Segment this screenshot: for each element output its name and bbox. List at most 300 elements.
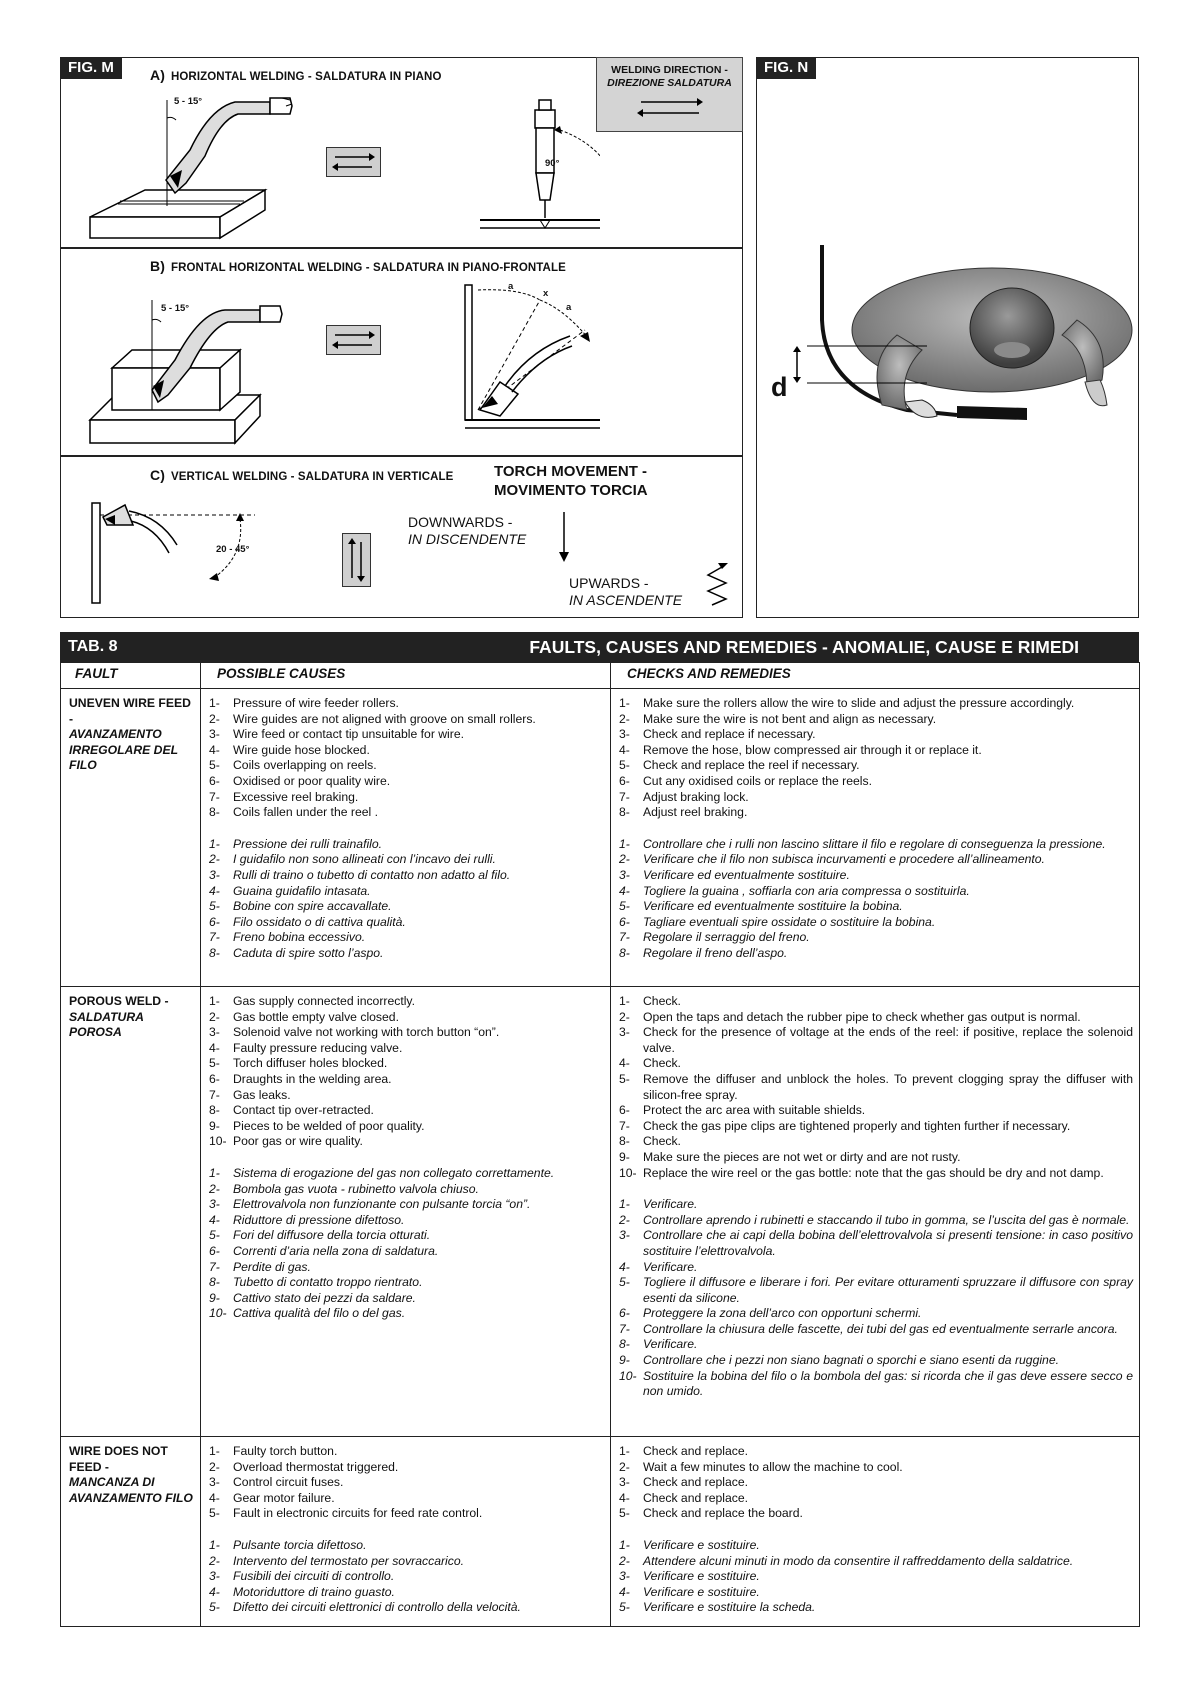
item-text: Check. xyxy=(643,994,681,1008)
list-item xyxy=(209,899,604,915)
item-number: 7- xyxy=(619,930,630,945)
item-text: Sostituire la bobina del filo o la bombola del gas: si ricorda che il gas deve essere secco e non umido. xyxy=(643,1368,1133,1399)
item-text: Motoriduttore di traino guasto. xyxy=(233,1584,395,1599)
tab8-tag: TAB. 8 xyxy=(68,638,118,655)
list-item xyxy=(209,1444,604,1460)
list-item xyxy=(619,1322,1133,1338)
item-number: 3- xyxy=(209,867,220,882)
item-text: Protect the arc area with suitable shields. xyxy=(643,1103,866,1118)
item-text: Wire guide hose blocked. xyxy=(233,742,370,757)
welding-direction-it: DIREZIONE SALDATURA xyxy=(607,77,732,89)
torch-movement-en: TORCH MOVEMENT - xyxy=(494,463,648,480)
list-item xyxy=(209,946,604,962)
section-b-mark-x: x xyxy=(543,288,549,299)
item-number: 9- xyxy=(209,1118,220,1133)
list-item xyxy=(619,1150,1133,1166)
list-item xyxy=(209,1306,604,1322)
item-number: 5- xyxy=(209,1228,220,1243)
item-number: 5- xyxy=(619,1506,630,1521)
item-text: Togliere il diffusore e liberare i fori. Per evitare otturamenti spruzzare il diffusore con spray esenti da silicone. xyxy=(643,1275,1133,1305)
item-number: 10- xyxy=(619,1165,637,1180)
item-number: 4- xyxy=(209,742,220,757)
direction-arrow-box-b xyxy=(326,325,381,355)
list-item xyxy=(619,1444,1133,1460)
downwards-label xyxy=(408,514,526,548)
distance-label-d: d xyxy=(771,372,788,402)
item-text: Tubetto di contatto troppo rientrato. xyxy=(233,1275,423,1290)
list-item xyxy=(619,805,1133,821)
list-item xyxy=(209,1182,604,1198)
item-number: 7- xyxy=(619,1118,630,1133)
item-text: Wire feed or contact tip unsuitable for wire. xyxy=(233,727,464,742)
item-number: 5- xyxy=(619,899,630,914)
list-item xyxy=(209,1166,604,1182)
double-arrow-icon xyxy=(327,148,380,176)
vertical-arrow-box xyxy=(342,533,371,587)
item-number: 4- xyxy=(619,1056,630,1071)
item-text: Coils fallen under the reel . xyxy=(233,805,378,820)
list-item xyxy=(619,915,1133,931)
item-text: Fori del diffusore della torcia otturati. xyxy=(233,1228,431,1243)
list-item xyxy=(619,1228,1133,1259)
item-number: 4- xyxy=(209,1040,220,1055)
item-text: Verificare e sostituire. xyxy=(643,1584,760,1599)
list-item xyxy=(619,743,1133,759)
item-text: Adjust reel braking. xyxy=(643,805,748,820)
item-number: 5- xyxy=(209,1600,220,1615)
list-item xyxy=(619,1475,1133,1491)
list-item xyxy=(209,1475,604,1491)
item-number: 5- xyxy=(209,1506,220,1521)
item-text: Difetto dei circuiti elettronici di controllo della velocità. xyxy=(233,1600,521,1615)
item-text: Filo ossidato o di cattiva qualità. xyxy=(233,914,406,929)
causes-cell xyxy=(201,1437,611,1627)
list-item xyxy=(209,1119,604,1135)
item-text: Make sure the pieces are not wet or dirty and are not rusty. xyxy=(643,1149,961,1164)
list-italian xyxy=(619,1197,1133,1400)
list-item xyxy=(209,994,604,1010)
fault-cell xyxy=(61,689,201,987)
item-text: Caduta di spire sotto l’aspo. xyxy=(233,945,384,960)
fault-name-en: UNEVEN WIRE FEED - xyxy=(69,696,191,726)
item-number: 1- xyxy=(209,1537,220,1552)
downwards-en: DOWNWARDS - xyxy=(408,514,513,530)
item-text: Attendere alcuni minuti in modo da consentire il raffreddamento della saldatrice. xyxy=(643,1553,1074,1568)
up-down-arrow-icon xyxy=(343,534,370,586)
item-number: 3- xyxy=(209,727,220,742)
remedies-cell xyxy=(611,987,1140,1437)
list-italian xyxy=(209,837,604,962)
item-text: Check and replace the reel if necessary. xyxy=(643,758,860,773)
item-text: Verificare e sostituire. xyxy=(643,1569,760,1584)
list-italian xyxy=(619,1538,1133,1616)
item-text: Check. xyxy=(643,1056,681,1071)
section-b-mark-a1: a xyxy=(508,281,514,292)
header-fault: FAULT xyxy=(61,663,201,689)
item-number: 8- xyxy=(209,1275,220,1290)
item-number: 9- xyxy=(619,1353,630,1368)
item-text: Bobine con spire accavallate. xyxy=(233,899,392,914)
item-number: 6- xyxy=(209,1071,220,1086)
list-item xyxy=(619,899,1133,915)
tab8-header xyxy=(60,632,1139,662)
item-number: 4- xyxy=(209,1584,220,1599)
item-text: Wait a few minutes to allow the machine to cool. xyxy=(643,1459,903,1474)
item-text: Verificare. xyxy=(643,1197,698,1212)
list-item xyxy=(619,1585,1133,1601)
table-header-row xyxy=(61,663,1140,689)
frontal-welding-drawing xyxy=(60,280,600,450)
item-number: 9- xyxy=(619,1149,630,1164)
item-text: Wire guides are not aligned with groove on small rollers. xyxy=(233,711,536,726)
item-text: Riduttore di pressione difettoso. xyxy=(233,1212,405,1227)
item-number: 6- xyxy=(619,1306,630,1321)
item-number: 10- xyxy=(209,1306,227,1321)
item-number: 3- xyxy=(619,727,630,742)
table-row xyxy=(61,689,1140,987)
item-number: 5- xyxy=(209,899,220,914)
list-item xyxy=(209,1103,604,1119)
item-number: 2- xyxy=(619,852,630,867)
item-number: 7- xyxy=(209,1087,220,1102)
fig-n-tag: FIG. N xyxy=(756,57,816,79)
item-text: Verificare ed eventualmente sostituire la bobina. xyxy=(643,899,903,914)
item-text: Torch diffuser holes blocked. xyxy=(233,1056,388,1071)
list-item xyxy=(619,930,1133,946)
item-number: 4- xyxy=(619,1490,630,1505)
list-english xyxy=(619,1444,1133,1522)
item-number: 4- xyxy=(619,1584,630,1599)
item-text: Coils overlapping on reels. xyxy=(233,758,377,773)
list-item xyxy=(619,1353,1133,1369)
item-number: 2- xyxy=(209,711,220,726)
item-text: Cattivo stato dei pezzi da saldare. xyxy=(233,1290,416,1305)
list-item xyxy=(619,790,1133,806)
item-text: Overload thermostat triggered. xyxy=(233,1459,399,1474)
list-item xyxy=(209,1600,604,1616)
list-english xyxy=(209,696,604,821)
item-number: 3- xyxy=(619,1025,630,1040)
item-number: 5- xyxy=(209,1056,220,1071)
list-item xyxy=(209,1554,604,1570)
list-item xyxy=(209,1197,604,1213)
item-text: Gas supply connected incorrectly. xyxy=(233,994,415,1008)
item-number: 5- xyxy=(209,758,220,773)
item-text: Tagliare eventuali spire ossidate o sostituire la bobina. xyxy=(643,914,936,929)
torch-movement-it: MOVIMENTO TORCIA xyxy=(494,482,648,499)
fault-cell xyxy=(61,987,201,1437)
remedies-cell xyxy=(611,689,1140,987)
list-item xyxy=(209,930,604,946)
fault-cell xyxy=(61,1437,201,1627)
item-number: 7- xyxy=(619,1321,630,1336)
item-number: 7- xyxy=(209,930,220,945)
item-number: 6- xyxy=(619,914,630,929)
item-text: Gas leaks. xyxy=(233,1087,291,1102)
list-item xyxy=(209,1260,604,1276)
item-text: Control circuit fuses. xyxy=(233,1475,344,1490)
list-item xyxy=(619,1600,1133,1616)
item-text: Guaina guidafilo intasata. xyxy=(233,883,371,898)
item-number: 9- xyxy=(209,1290,220,1305)
upwards-label xyxy=(569,575,682,609)
list-item xyxy=(209,1072,604,1088)
list-item xyxy=(209,774,604,790)
section-c-title xyxy=(150,467,453,483)
item-number: 6- xyxy=(209,1243,220,1258)
operator-posture-drawing xyxy=(757,240,1137,440)
down-arrow-icon xyxy=(556,512,572,564)
list-item xyxy=(209,1585,604,1601)
section-b-letter: B) xyxy=(150,258,165,274)
item-text: Solenoid valve not working with torch button “on”. xyxy=(233,1025,500,1040)
fig-m-divider-ab xyxy=(60,247,743,249)
item-number: 7- xyxy=(209,1259,220,1274)
item-number: 3- xyxy=(209,1197,220,1212)
list-italian xyxy=(619,837,1133,962)
list-item xyxy=(619,1369,1133,1400)
list-item xyxy=(209,1010,604,1026)
list-item xyxy=(619,852,1133,868)
header-causes: POSSIBLE CAUSES xyxy=(201,663,611,689)
item-number: 1- xyxy=(209,1444,220,1458)
list-item xyxy=(209,1244,604,1260)
item-text: Faulty torch button. xyxy=(233,1444,338,1458)
item-number: 8- xyxy=(209,805,220,820)
list-item xyxy=(619,1460,1133,1476)
item-number: 3- xyxy=(619,867,630,882)
list-item xyxy=(209,1460,604,1476)
item-number: 8- xyxy=(209,1103,220,1118)
list-item xyxy=(619,1025,1133,1056)
item-number: 7- xyxy=(619,789,630,804)
item-text: Remove the hose, blow compressed air through it or replace it. xyxy=(643,742,982,757)
item-text: Controllare la chiusura delle fascette, dei tubi del gas ed eventualmente serrarle ancora. xyxy=(643,1321,1118,1336)
zigzag-up-arrow-icon xyxy=(702,557,732,607)
item-text: Poor gas or wire quality. xyxy=(233,1134,363,1149)
list-item xyxy=(619,1213,1133,1229)
list-item xyxy=(209,758,604,774)
torch-movement-title xyxy=(494,462,648,500)
item-number: 6- xyxy=(209,914,220,929)
list-english xyxy=(209,994,604,1150)
item-number: 2- xyxy=(209,1553,220,1568)
header-remedies: CHECKS AND REMEDIES xyxy=(611,663,1140,689)
section-a-letter: A) xyxy=(150,67,165,83)
item-text: Verificare. xyxy=(643,1259,698,1274)
item-text: Controllare che ai capi della bobina dell’elettrovalvola si presenti tensione: in caso positivo sostituire l’elettrovalvola. xyxy=(643,1228,1133,1258)
item-number: 5- xyxy=(619,1600,630,1615)
list-item xyxy=(209,915,604,931)
faults-table xyxy=(60,662,1140,1627)
section-b-title xyxy=(150,258,566,274)
item-number: 3- xyxy=(619,1228,630,1243)
section-a-text: HORIZONTAL WELDING - SALDATURA IN PIANO xyxy=(170,71,442,83)
list-italian xyxy=(209,1538,604,1616)
item-text: Gas bottle empty valve closed. xyxy=(233,1009,399,1024)
item-number: 1- xyxy=(209,1165,220,1180)
list-item xyxy=(619,1103,1133,1119)
item-text: Correnti d’aria nella zona di saldatura. xyxy=(233,1243,439,1258)
list-item xyxy=(619,868,1133,884)
item-text: Remove the diffuser and unblock the holes. To prevent clogging spray the diffuser with silicon-free spray. xyxy=(643,1071,1133,1102)
list-item xyxy=(619,884,1133,900)
item-text: Controllare aprendo i rubinetti e staccando il tubo in gomma, se l’uscita del gas è normale. xyxy=(643,1212,1130,1227)
table-row xyxy=(61,1437,1140,1627)
item-number: 2- xyxy=(209,852,220,867)
list-english xyxy=(209,1444,604,1522)
item-number: 3- xyxy=(619,1569,630,1584)
item-text: Excessive reel braking. xyxy=(233,789,359,804)
item-number: 3- xyxy=(209,1475,220,1490)
item-text: Check for the presence of voltage at the ends of the reel: if positive, replace the solenoid valve. xyxy=(643,1025,1133,1055)
list-item xyxy=(209,727,604,743)
item-text: Controllare che i rulli non lascino slittare il filo e regolare di conseguenza la pressione. xyxy=(643,836,1106,851)
list-item xyxy=(209,743,604,759)
item-text: Check. xyxy=(643,1134,681,1149)
downwards-it: IN DISCENDENTE xyxy=(408,531,527,547)
remedies-cell xyxy=(611,1437,1140,1627)
list-item xyxy=(619,1491,1133,1507)
list-item xyxy=(209,1491,604,1507)
welding-direction-en: WELDING DIRECTION - xyxy=(611,64,728,76)
causes-cell xyxy=(201,987,611,1437)
item-number: 8- xyxy=(619,1134,630,1149)
item-number: 4- xyxy=(209,1212,220,1227)
list-item xyxy=(209,712,604,728)
list-item xyxy=(619,1197,1133,1213)
list-item xyxy=(209,1291,604,1307)
item-number: 5- xyxy=(619,1275,630,1290)
item-text: Pieces to be welded of poor quality. xyxy=(233,1118,425,1133)
list-item xyxy=(619,994,1133,1010)
list-item xyxy=(619,1306,1133,1322)
fig-m-divider-bc xyxy=(60,455,743,457)
list-item xyxy=(619,1119,1133,1135)
item-number: 1- xyxy=(209,836,220,851)
item-number: 1- xyxy=(619,836,630,851)
list-english xyxy=(619,696,1133,821)
item-text: Fault in electronic circuits for feed rate control. xyxy=(233,1506,483,1521)
item-number: 10- xyxy=(209,1134,227,1149)
item-text: Check the gas pipe clips are tightened properly and tighten further if necessary. xyxy=(643,1118,1071,1133)
list-item xyxy=(619,1134,1133,1150)
item-number: 8- xyxy=(619,1337,630,1352)
list-item xyxy=(209,1228,604,1244)
item-number: 4- xyxy=(619,1259,630,1274)
list-item xyxy=(619,1538,1133,1554)
list-item xyxy=(619,1166,1133,1182)
section-c-angle: 20 - 45° xyxy=(216,544,250,555)
fault-name-it: AVANZAMENTO IRREGOLARE DEL FILO xyxy=(69,727,178,773)
list-item xyxy=(619,1072,1133,1103)
item-text: Gear motor failure. xyxy=(233,1490,335,1505)
list-item xyxy=(619,1506,1133,1522)
section-c-letter: C) xyxy=(150,467,165,483)
direction-arrow-box-a xyxy=(326,147,381,177)
item-text: Verificare e sostituire la scheda. xyxy=(643,1600,816,1615)
item-text: Draughts in the welding area. xyxy=(233,1071,392,1086)
item-text: Check and replace. xyxy=(643,1490,749,1505)
item-number: 4- xyxy=(209,1490,220,1505)
list-item xyxy=(619,1260,1133,1276)
item-text: Fusibili dei circuiti di controllo. xyxy=(233,1569,395,1584)
list-item xyxy=(209,852,604,868)
causes-cell xyxy=(201,689,611,987)
item-number: 1- xyxy=(619,696,630,710)
list-item xyxy=(209,1538,604,1554)
list-item xyxy=(619,774,1133,790)
section-c-text: VERTICAL WELDING - SALDATURA IN VERTICALE xyxy=(170,471,454,483)
fault-name-en: WIRE DOES NOT FEED - xyxy=(69,1444,168,1474)
item-text: Verificare e sostituire. xyxy=(643,1537,760,1552)
item-number: 4- xyxy=(619,742,630,757)
list-item xyxy=(209,790,604,806)
fault-name-it: SALDATURA POROSA xyxy=(69,1009,144,1040)
fault-name-en: POROUS WELD - xyxy=(69,994,169,1008)
item-number: 8- xyxy=(619,805,630,820)
list-item xyxy=(619,1554,1133,1570)
item-text: Replace the wire reel or the gas bottle: note that the gas should be dry and not damp. xyxy=(643,1165,1104,1180)
item-number: 2- xyxy=(209,1181,220,1196)
list-item xyxy=(619,946,1133,962)
section-b-angle: 5 - 15° xyxy=(161,303,190,314)
list-item xyxy=(209,868,604,884)
list-item xyxy=(209,1056,604,1072)
list-item xyxy=(209,1275,604,1291)
item-number: 4- xyxy=(209,883,220,898)
list-item xyxy=(619,727,1133,743)
item-number: 8- xyxy=(209,945,220,960)
list-item xyxy=(619,1275,1133,1306)
list-item xyxy=(209,1025,604,1041)
item-text: Togliere la guaina , soffiarla con aria compressa o sostituirla. xyxy=(643,883,970,898)
item-text: Open the taps and detach the rubber pipe to check whether gas output is normal. xyxy=(643,1009,1081,1024)
item-number: 1- xyxy=(209,696,220,710)
item-text: Regolare il serraggio del freno. xyxy=(643,930,810,945)
item-text: Check and replace. xyxy=(643,1444,749,1458)
item-number: 2- xyxy=(619,1212,630,1227)
item-number: 3- xyxy=(209,1025,220,1040)
double-arrow-icon xyxy=(327,326,380,354)
item-text: Pressure of wire feeder rollers. xyxy=(233,696,399,710)
fault-name-it: MANCANZA DI AVANZAMENTO FILO xyxy=(69,1475,193,1505)
double-arrow-icon xyxy=(635,94,705,120)
item-text: Elettrovalvola non funzionante con pulsante torcia “on”. xyxy=(233,1197,531,1212)
list-item xyxy=(619,1056,1133,1072)
welding-direction-box xyxy=(596,57,743,132)
item-number: 1- xyxy=(619,994,630,1008)
item-text: Check and replace the board. xyxy=(643,1506,803,1521)
item-number: 3- xyxy=(209,1569,220,1584)
item-number: 6- xyxy=(209,773,220,788)
list-english xyxy=(619,994,1133,1181)
item-text: Contact tip over-retracted. xyxy=(233,1103,374,1118)
item-text: Oxidised or poor quality wire. xyxy=(233,773,391,788)
item-text: Make sure the wire is not bent and align as necessary. xyxy=(643,711,937,726)
item-text: Pressione dei rulli trainafilo. xyxy=(233,836,383,851)
list-item xyxy=(209,1134,604,1150)
section-a-angle: 5 - 15° xyxy=(174,96,203,107)
item-text: Pulsante torcia difettoso. xyxy=(233,1537,367,1552)
item-text: Cut any oxidised coils or replace the reels. xyxy=(643,773,872,788)
item-text: Cattiva qualità del filo o del gas. xyxy=(233,1306,406,1321)
item-text: Adjust braking lock. xyxy=(643,789,749,804)
list-italian xyxy=(209,1166,604,1322)
section-a-angle-90: 90° xyxy=(545,158,560,169)
item-text: Faulty pressure reducing valve. xyxy=(233,1040,403,1055)
list-item xyxy=(619,1337,1133,1353)
